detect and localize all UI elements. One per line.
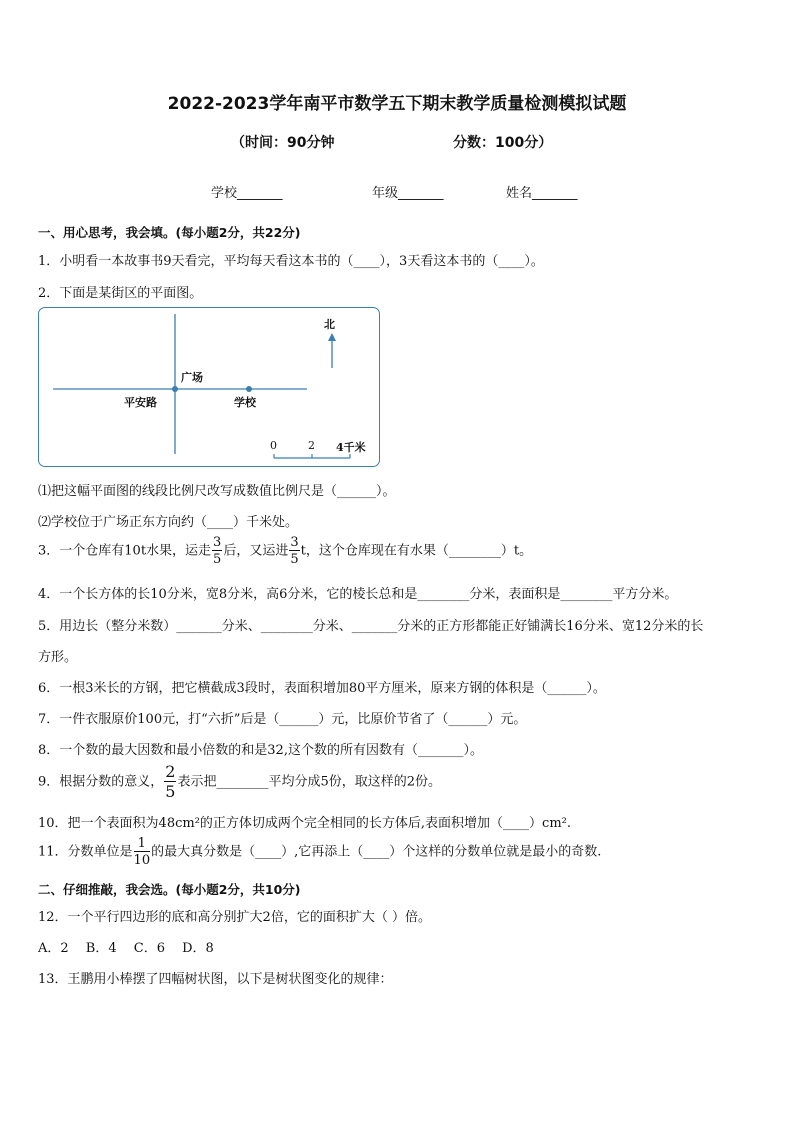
question-2: 2．下面是某街区的平面图。 [38, 286, 203, 301]
question-5: 5．用边长（整分米数）_______分米、________分米、_______分米的正方形都能正好铺满长16分米、宽12分米的长 [38, 619, 704, 634]
grade-field: 年级_______ [372, 186, 444, 201]
question-10: 10．把一个表面积为48cm²的正方体切成两个完全相同的长方体后,表面积增加（____）cm². [38, 816, 571, 831]
question-11: 11．分数单位是 $\frac{1}{10}$ 的最大真分数是（____）,它再添上（____）个这样的分数单位就是最小的奇数. [38, 836, 602, 868]
question-8: 8．一个数的最大因数和最小倍数的和是32,这个数的所有因数有（_______）。 [38, 743, 483, 758]
question-1: 1．小明看一本故事书9天看完，平均每天看这本书的（____），3天看这本书的（____）。 [38, 254, 544, 269]
scale-0: 0 [270, 439, 277, 452]
question-2-part-2: ⑵学校位于广场正东方向约（____）千米处。 [38, 515, 299, 530]
scale-4: 4千米 [336, 441, 366, 454]
question-2-part-1: ⑴把这幅平面图的线段比例尺改写成数值比例尺是（______）。 [38, 484, 396, 499]
school-dot [246, 386, 252, 392]
map-drawing [39, 308, 381, 468]
question-3: 3．一个仓库有10t水果，运走 $\frac{3}{5}$ 后，又运进 $\frac{3}{5}$ t，这个仓库现在有水果（________）t。 [38, 535, 533, 567]
road-label: 平安路 [124, 396, 157, 409]
question-6: 6．一根3米长的方钢，把它横截成3段时，表面积增加80平方厘米，原来方钢的体积是（______）。 [38, 681, 606, 696]
question-12: 12．一个平行四边形的底和高分别扩大2倍，它的面积扩大（ ）倍。 [38, 910, 431, 925]
fraction-3-5: $\frac{3}{5}$ [213, 535, 222, 567]
name-field: 姓名_______ [506, 186, 578, 201]
street-map [38, 307, 380, 467]
question-9: 9．根据分数的意义， $\frac{2}{5}$ 表示把________平均分成5份，取这样的2份。 [38, 762, 442, 801]
exam-time: （时间：90分钟 [231, 135, 335, 151]
question-4: 4．一个长方体的长10分米，宽8分米，高6分米，它的棱长总和是________分米，表面积是________平方分米。 [38, 587, 678, 602]
question-5-cont: 方形。 [38, 650, 78, 665]
north-arrowhead-icon [328, 333, 336, 341]
question-12-options: A．2 B．4 C．6 D．8 [38, 941, 214, 956]
scale-2: 2 [308, 439, 315, 452]
school-field: 学校_______ [211, 186, 283, 201]
fraction-2-5: $\frac{2}{5}$ [165, 762, 176, 801]
question-7: 7．一件衣服原价100元，打“六折”后是（______）元，比原价节省了（______）元。 [38, 712, 527, 727]
section-2-heading: 二、仔细推敲，我会选。(每小题2分，共10分) [38, 882, 301, 897]
section-1-heading: 一、用心思考，我会填。(每小题2分，共22分) [38, 225, 301, 240]
fraction-3-5-b: $\frac{3}{5}$ [290, 535, 299, 567]
plaza-label: 广场 [181, 371, 203, 384]
page-title: 2022-2023学年南平市数学五下期末教学质量检测模拟试题 [167, 94, 627, 114]
school-label: 学校 [234, 396, 256, 409]
exam-score: 分数：100分） [453, 135, 553, 151]
north-label: 北 [324, 318, 335, 331]
question-13: 13．王鹏用小棒摆了四幅树状图，以下是树状图变化的规律： [38, 972, 393, 987]
plaza-dot [172, 386, 178, 392]
fraction-1-10: $\frac{1}{10}$ [133, 836, 151, 868]
